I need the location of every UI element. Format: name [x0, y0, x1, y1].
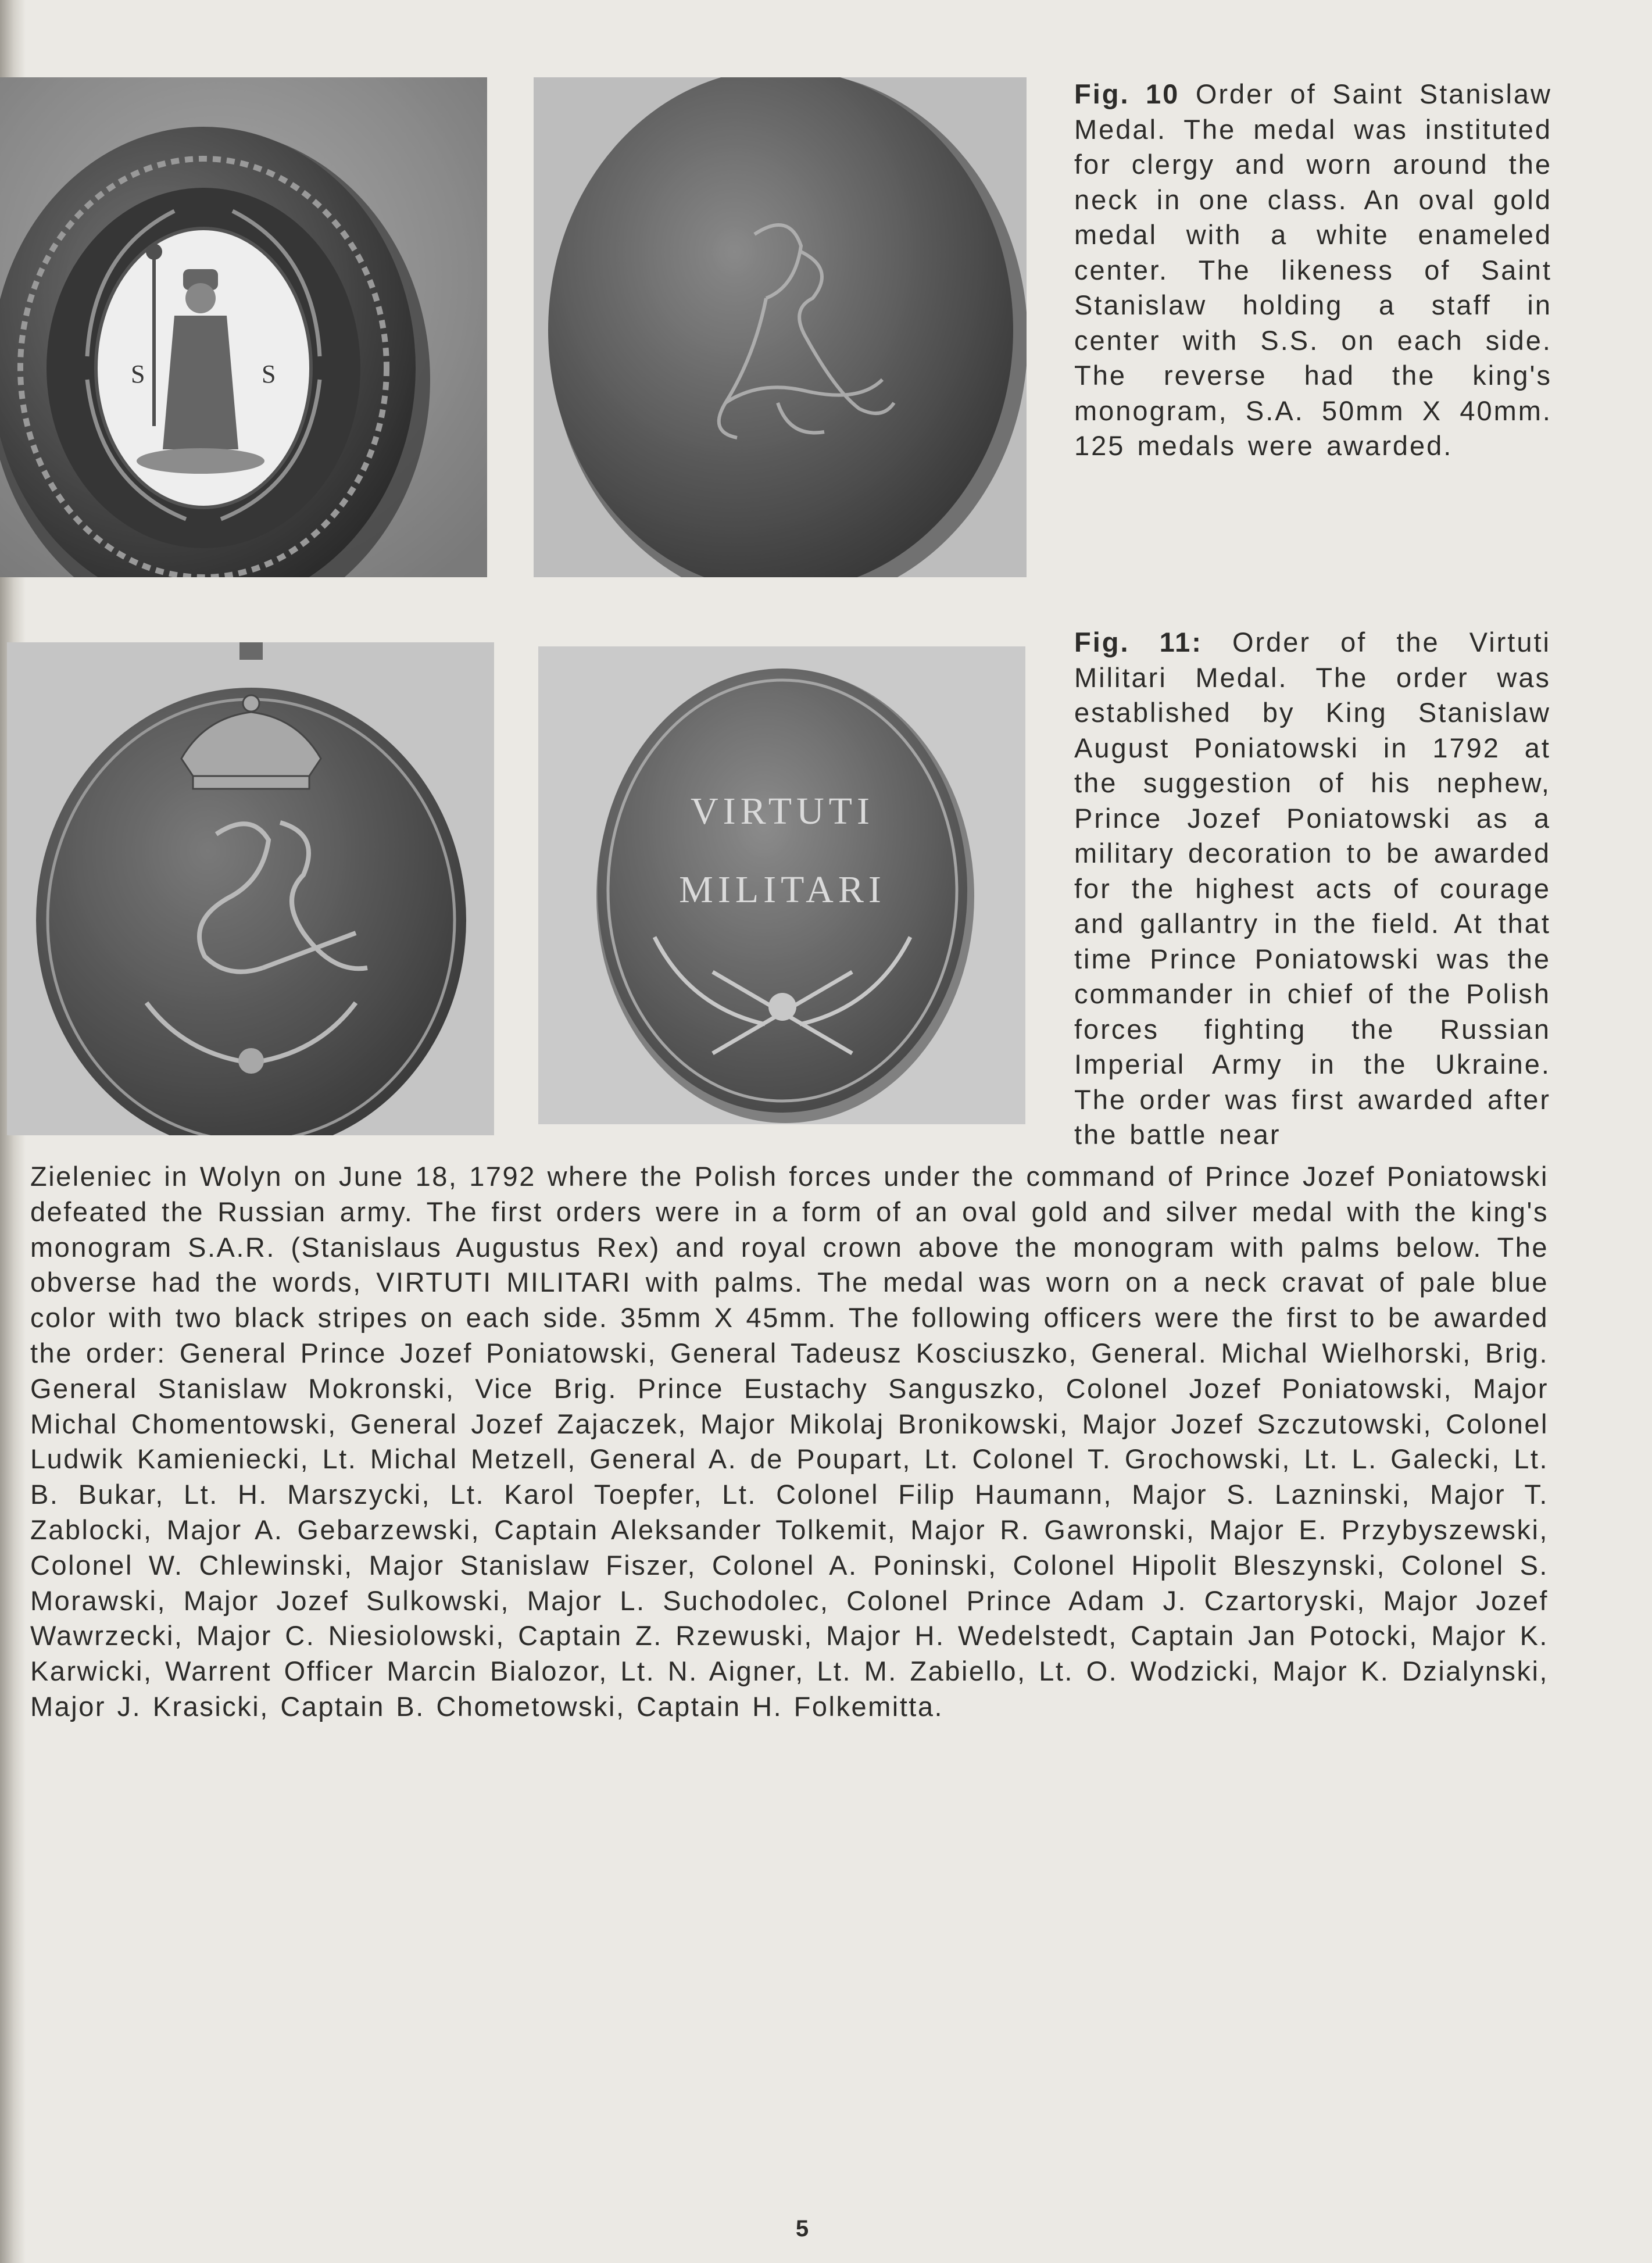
fig10-caption	[1074, 77, 1552, 464]
fig10-obverse-photo	[0, 77, 487, 577]
fig11-caption-text: Order of the Virtuti Militari Medal. The order was established by King Stanislaw August Poniatowski in 1792 at the suggestion of his nephew, Prince Jozef Poniatowski as a military decoration to be awarded for the highest acts of courage and gallantry in the field. At that time Prince Poniatowski was the commander in chief of the Polish forces fighting the Russian Imperial Army in the Ukraine. The order was first awarded after the battle near	[1074, 627, 1551, 1150]
obverse-left-letter: S	[131, 360, 145, 388]
fig11-reverse-photo	[538, 646, 1025, 1124]
virtuti-text: VIRTUTI	[691, 790, 874, 832]
fig10-label: Fig. 10	[1074, 78, 1180, 109]
obverse-right-letter: S	[262, 360, 276, 388]
fig11-caption	[1074, 625, 1551, 1153]
militari-text: MILITARI	[679, 868, 886, 911]
page-number: 5	[795, 2216, 809, 2241]
fig10-caption-text: Order of Saint Stanislaw Medal. The medal was instituted for clergy and worn around the neck in one class. An oval gold medal with a white enameled center. The likeness of Saint Stanislaw holding a staff in center with S.S. on each side. The reverse had the king's monogram, S.A. 50mm X 40mm. 125 medals were awarded.	[1074, 78, 1552, 461]
fig10-reverse-photo	[534, 77, 1027, 577]
fig11-label: Fig. 11:	[1074, 627, 1203, 657]
fig11-obverse-photo	[7, 642, 494, 1135]
fig11-body-text: Zieleniec in Wolyn on June 18, 1792 where the Polish forces under the command of Prince Jozef Poniatowski defeated the Russian army. The first orders were in a form of an oval gold and silver medal with the king's monogram S.A.R. (Stanislaus Augustus Rex) and royal crown above the monogram with palms below. The obverse had the words, VIRTUTI MILITARI with palms. The medal was worn on a neck cravat of pale blue color with two black stripes on each side. 35mm X 45mm. The following officers were the first to be awarded the order: General Prince Jozef Poniatowski, General Tadeusz Kosciuszko, General. Michal Wielhorski, Brig. General Stanislaw Mokronski, Vice Brig. Prince Eustachy Sanguszko, Colonel Jozef Poniatowski, Major Michal Chomentowski, General Jozef Zajaczek, Major Mikolaj Bronikowski, Major Jozef Szczutowski, Colonel Ludwik Kamieniecki, Lt. Michal Metzell, General A. de Poupart, Lt. Colonel T. Grochowski, Lt. L. Galecki, Lt. B. Bukar, Lt. H. Marszycki, Lt. Karol Toepfer, Lt. Colonel Filip Haumann, Major S. Lazninski, Major T. Zablocki, Major A. Gebarzewski, Captain Aleksander Tolkemit, Major R. Gawronski, Major E. Przybyszewski, Colonel W. Chlewinski, Major Stanislaw Fiszer, Colonel A. Poninski, Colonel Hipolit Bleszynski, Colonel S. Morawski, Major Jozef Sulkowski, Major L. Suchodolec, Colonel Prince Adam J. Czartoryski, Major Jozef Wawrzecki, Major C. Niesiolowski, Captain Z. Rzewuski, Major H. Wedelstedt, Captain Jan Potocki, Major K. Karwicki, Warrent Officer Marcin Bialozor, Lt. N. Aigner, Lt. M. Zabiello, Lt. O. Wodzicki, Major K. Dzialynski, Major J. Krasicki, Captain B. Chometowski, Captain H. Folkemitta.	[30, 1161, 1549, 1722]
